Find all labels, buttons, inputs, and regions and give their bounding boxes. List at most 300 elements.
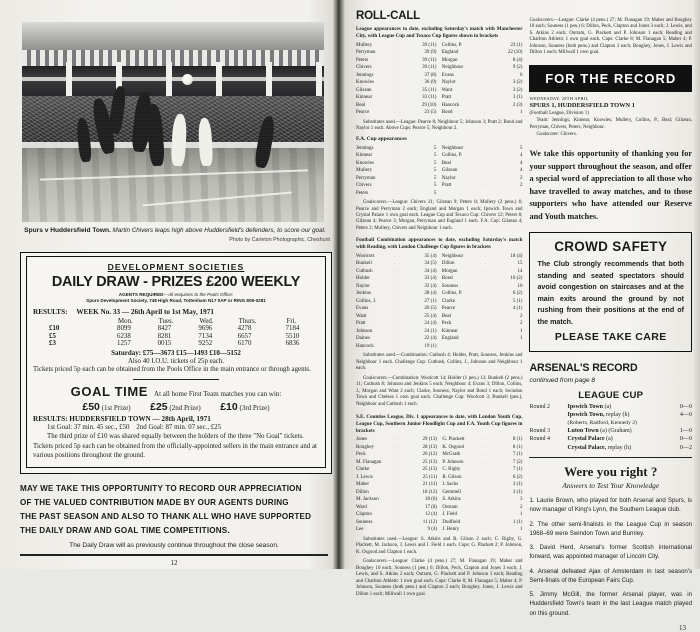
table-row: Gilzean . . 35 (11) Want . . 3 (2) [356, 86, 523, 93]
table-row: Mullery . . 39 (11) Collins, P. . . 23 (1) [356, 41, 523, 48]
fa-cup-heading: F.A. Cup appearances [356, 136, 407, 143]
answer-item: 3. David Herd, Arsenal's former Scottish international forward, was appointed manager of Lincoln City. [529, 544, 692, 561]
player-apps: 35 (11) [422, 87, 437, 93]
record-team: Team: Jennings; Kinnear, Knowles; Mullery, Collins, P., Beal; Gilzean, Perryman, Chivers, Peters, Neighbour. [529, 118, 692, 130]
player-apps: 25 (4) [424, 313, 437, 319]
player-apps: 1 (1) [512, 519, 523, 525]
goal-time-goal-2: 2nd Goal: 87 min. 07 sec., £25 [136, 423, 222, 431]
player-name: Collins, P. [441, 153, 463, 159]
se-counties-lead: S.E. Counties League, Div. 1 appearances to date, with London Youth Cup, League Cup, Southern Junior Floodlight Cup and F.A. Youth Cup figures in brackets [356, 414, 523, 434]
player-name: Jenkins [356, 291, 371, 297]
for-the-record-banner: FOR THE RECORD [529, 65, 692, 92]
goal-time-prize-amount: £25 [150, 400, 168, 413]
player-name: Naylor [356, 283, 370, 289]
player-name: Bond [441, 110, 453, 116]
player-name: Gilzean [356, 87, 372, 93]
player-apps: 5 [433, 183, 437, 189]
cup-opponent: Ipswich Town [567, 404, 604, 411]
player-apps: 18 (4) [510, 253, 523, 259]
goal-time-title: GOAL TIME [70, 383, 149, 399]
answer-item: 2. The other semi-finalists in the League Cup in season 1968–69 were Swindon Town and Burnley. [529, 520, 692, 537]
draw-col-tues: Tues. [158, 318, 174, 326]
combination-lead: Football Combination appearances to date, excluding Saturday's match with Reading, with London Challenge Cup figures in brackets [356, 237, 523, 251]
player-apps: 29 (10) [421, 102, 437, 108]
player-name: Bunkell [356, 261, 372, 267]
player-apps: 1 [519, 527, 523, 533]
player-name: England [441, 336, 459, 342]
photo-caption-text: Martin Chivers leaps high above Huddersfield's defenders, to score our goal. [112, 227, 326, 234]
player-apps: 28 (4) [424, 291, 437, 297]
player-apps: 5 [519, 145, 523, 151]
cup-venue: (a) [606, 436, 613, 443]
player-name: Naylor [441, 80, 456, 86]
draw-results-heading [33, 308, 319, 316]
answer-item: 1. Laurie Brown, who played for both Arsenal and Spurs, is now manager of King's Lynn, the Southern League club. [529, 497, 692, 514]
record-score: SPURS 1, HUDDERSFIELD TOWN 1 [529, 102, 635, 110]
player-name: Peters [356, 57, 369, 63]
player-name: Gilzean [441, 168, 458, 174]
player-apps: 39 (9) [424, 50, 437, 56]
player-apps: 7 (1) [512, 452, 523, 458]
agents-required-bold: AGENTS REQUIRED [118, 291, 164, 297]
player-name: Lee [356, 527, 364, 533]
player-apps: 26 (5) [424, 306, 437, 312]
table-row [529, 411, 692, 419]
draw-number: 0015 [157, 340, 172, 348]
player-name: Jennings [356, 145, 374, 151]
player-name: Pearce [356, 110, 370, 116]
table-row: Perryman . . . 5 Naylor . . . 2 [356, 174, 523, 181]
development-societies-inner [26, 256, 326, 468]
right-page [350, 0, 700, 632]
player-apps: 37 (8) [424, 72, 437, 78]
player-apps: 4 [519, 168, 523, 174]
page-edge-shadow [693, 0, 700, 569]
table-row: Daines . . 22 (4) England . . 1 [356, 335, 523, 342]
player-name: J. Lewis [356, 474, 373, 480]
divider [529, 457, 692, 458]
draw-number: 8281 [157, 332, 172, 340]
draw-number: 6657 [237, 332, 252, 340]
photo-credit: Photo by Carleton Photographic, Cheshunt [229, 236, 330, 243]
player-apps: 2 [519, 183, 523, 189]
player-apps: 3 (2) [512, 80, 523, 86]
combination-appearances-table [356, 253, 522, 351]
player-apps: 33 (4) [424, 276, 437, 282]
table-row [529, 435, 692, 443]
draw-number: 7184 [285, 325, 300, 333]
player-apps: 5 [433, 168, 437, 174]
player-name: Knowles [356, 80, 374, 86]
player-apps: 39 (11) [422, 42, 437, 48]
saturday-results: Saturday: £75—3673 £15—1493 £10—5152 [111, 349, 241, 358]
player-name: Morgan [441, 57, 458, 63]
player-name: Mullery [356, 42, 373, 48]
player-name: Perryman [356, 175, 376, 181]
table-row: Clarke . . 25 (13) C. Rigby . . 7 (1) [356, 466, 523, 473]
goal-time-header [33, 384, 319, 399]
table-row: Bunkell . . 34 (5) Dillon . . 15 [356, 260, 523, 267]
table-row: Knowles . . 36 (9) Naylor . . 3 (2) [356, 79, 523, 86]
player-name: Kinnear [356, 153, 373, 159]
player-name: Mullery [356, 168, 373, 174]
arsenal-record-continued: continued from page 8 [529, 376, 596, 384]
player-apps: 39 (11) [422, 65, 437, 71]
table-row: Souness . . 11 (12) Dudfield . . 1 (1) [356, 518, 523, 525]
table-row: Pratt . . 24 (4) Peck . . 2 [356, 320, 523, 327]
player-name: Beal [356, 102, 366, 108]
draw-prize: £10 [49, 325, 60, 333]
cup-venue: replay (h) [606, 412, 630, 419]
goal-time-prize-amount: £10 [220, 400, 238, 413]
table-row: Ward . . 17 (8) Outram . . 2 [356, 503, 523, 510]
player-apps: 3 (2) [512, 87, 523, 93]
player-name: Beal [441, 160, 451, 166]
player-name: Peck [356, 452, 366, 458]
player-apps: 35 (4) [424, 253, 437, 259]
player-name: Souness [356, 519, 373, 525]
player-name: Gemmell [442, 489, 461, 495]
player-apps: 36 (9) [424, 80, 437, 86]
player-name: Collins, P. [441, 42, 463, 48]
photo-caption-title: Spurs v Huddersfield Town. [24, 227, 111, 234]
table-row: Jones . . 29 (13) G. Plackett . . 8 (1) [356, 436, 523, 443]
player-apps: 26 (12) [422, 452, 438, 458]
table-row: Cutbush . . 34 (4) Morgan . . 14 [356, 267, 523, 274]
player-apps: 27 (1) [424, 298, 437, 304]
player-apps: 22 (4) [424, 336, 437, 342]
table-row: Hancock . . 19 (1) [356, 342, 437, 349]
player-name: J. Field [442, 512, 458, 518]
player-apps: 25 (11) [422, 474, 438, 480]
draw-number: 1257 [117, 340, 131, 348]
roll-call-lead: League appearances to date, excluding Saturday's match with Manchester City, with League Cup and Texaco Cup figures shown in brackets [356, 26, 523, 40]
player-name: Naylor [441, 175, 456, 181]
table-row: Maber . . 21 (11) I. Sachs . . 3 (1) [356, 481, 523, 488]
player-apps: 8 (1) [512, 437, 523, 443]
draw-dots: . . . [95, 333, 107, 339]
player-name: K. Osgood [442, 444, 464, 450]
goal-time-results-heading [33, 415, 319, 423]
player-name: Morgan [441, 268, 458, 274]
player-name: Daines [356, 336, 370, 342]
table-row [33, 340, 319, 348]
thanks-message: We take this opportunity of thanking you for your support throughout the season, and offer a special word of appreciation to all those who have travelled to away matches, and to those supporters who have attended our Reserve and Youth matches. [529, 149, 692, 221]
player-apps: 8 (1) [512, 444, 523, 450]
player-apps: 1 [519, 328, 523, 334]
player-apps: 25 (13) [422, 467, 438, 473]
player-apps: 4 [519, 153, 523, 159]
table-row: Peters . . 39 (11) Morgan . . 8 (4) [356, 56, 523, 63]
se-counties-goalscorers-continued: Goalscorers.—League: Clarke (4 pens.) 27; M. Flanagan 19; Maber and Boughey 10 each; Souness (1 pen.) 6; Dillon, Peck, Clapton and Jones 3 each; J. Lewis, and S. Atkins 2 each; Outram, G. Plackett and P. Johnson 1 each; Reading and Charlton Athletic 1 own goal each. Cups: Clarke 8; M. Flanagan 5; Maber 4; P. Johnson, Souness (both pens.) and Clapton 2 each; Boughey, Jones, J. Lewis and Dillon 1 each; Millwall 1 own goal. [529, 18, 692, 56]
player-apps: 34 (4) [424, 268, 437, 274]
draw-number: 9252 [198, 340, 213, 348]
table-row: Beal . . 29 (10) Hancock . . 2 (3) [356, 101, 523, 108]
player-apps: 19 (1) [424, 343, 437, 349]
player-apps: 23 (1) [510, 42, 523, 48]
player-name: R. Gilson [442, 474, 462, 480]
player-name: Jennings [356, 72, 374, 78]
player-apps: 1 [519, 110, 523, 116]
appeal-line: THE PAST SEASON AND ALSO TO THANK ALL WHO HAVE SUPPORTED [20, 511, 312, 521]
table-row: Perryman . . 39 (9) England . . 22 (10) [356, 49, 523, 56]
player-name: Jones [356, 437, 368, 443]
se-counties-substitutes-note: Substitutes used.—League: S. Atkins and R. Gilson 2 each; C. Rigby, G. Plackett, M. Jackson, J. Lewis and J. Field 1 each. Cups: G. Plackett 2; P. Johnson, K. Osgood and Clapton 1 each. [356, 536, 523, 555]
player-apps: 18 (6) [425, 497, 438, 503]
appeal-line: THE DAILY DRAW AND GOAL TIME COMPETITIONS. [20, 526, 230, 536]
table-row: Peck . . 26 (12) McGrath . . 7 (1) [356, 451, 523, 458]
player-name: J. Henry [442, 527, 460, 533]
player-apps: 5 [433, 190, 437, 196]
agents-address: Spurs Development Society, 748 High Road, Tottenham N17 0AP or [86, 298, 234, 304]
player-apps: 2 [519, 313, 523, 319]
player-apps: 39 (11) [422, 57, 437, 63]
table-row [529, 444, 692, 452]
player-apps: 3 (1) [512, 95, 523, 101]
were-you-right-title: Were you right ? [564, 464, 658, 480]
cup-score: 0—0 [679, 436, 692, 443]
player-name: Kinnear [441, 328, 458, 334]
table-row [33, 325, 319, 333]
player-apps: 5 [433, 175, 437, 181]
table-row: Dillon . . 18 (12) Gemmell . . 3 (1) [356, 488, 523, 495]
table-row: Peters . . . 5 [356, 189, 437, 196]
cup-score: 0—2 [679, 444, 692, 451]
player-apps: 34 (5) [424, 261, 437, 267]
match-photo [22, 22, 324, 222]
cup-opponent: Ipswich Town, [567, 412, 605, 419]
draw-number: 9696 [198, 325, 213, 333]
player-name: Knowles [356, 160, 374, 166]
player-apps: 8 (4) [512, 57, 523, 63]
player-name: Pratt [356, 321, 366, 327]
table-row: Boughey . . 28 (13) K. Osgood . . 8 (1) [356, 443, 523, 450]
table-row: Want . . 25 (4) Beal . . 2 [356, 312, 523, 319]
record-competition: (Football League, Division 1) [529, 110, 589, 116]
table-row: Collins, J. . . 27 (1) Clarke . . 5 (1) [356, 297, 523, 304]
column-record [529, 6, 692, 618]
cup-round [529, 444, 567, 452]
daily-draw-results-table [33, 317, 319, 348]
player-name: Dudfield [442, 519, 461, 525]
draw-number: 5510 [285, 332, 300, 340]
tickets-note: Tickets priced 5p each can be obtained from the Pools Office in the main entrance or through agents. [33, 366, 311, 374]
player-name: Chivers [356, 183, 372, 189]
player-name: I. Sachs [442, 482, 459, 488]
crowd-safety-body: The Club strongly recommends that both standing and seated spectators should avoid congestion on staircases and at the main exits around the ground by not rushing from their positions at the end of the match. [537, 260, 684, 326]
player-name: Bond [441, 276, 453, 282]
roll-call-heading: ROLL-CALL [356, 10, 420, 22]
crowd-safety-footer: PLEASE TAKE CARE [554, 330, 667, 343]
player-name: M. Flanagan [356, 459, 382, 465]
player-apps: 21 (11) [422, 482, 438, 488]
fa-cup-appearances-table [356, 145, 522, 198]
player-name: Hancock [356, 343, 374, 349]
photo-grain [22, 22, 324, 222]
player-apps: 2 [519, 321, 523, 327]
close-season-note: The Daily Draw will as previously continue throughout the close season. [69, 542, 279, 550]
table-row: Johnson . . 24 (1) Kinnear . . 1 [356, 327, 523, 334]
player-name: Perryman [356, 50, 376, 56]
player-apps: 2 [519, 175, 523, 181]
table-row: J. Lewis . . 25 (11) R. Gilson . . 6 (2) [356, 473, 523, 480]
crowd-safety-title: CROWD SAFETY [554, 239, 668, 255]
page-number-right: 13 [679, 623, 686, 632]
player-name: Boughey [356, 444, 375, 450]
draw-number: 7134 [198, 332, 213, 340]
goal-time-prize-amount: £50 [82, 400, 100, 413]
draw-number: 8099 [117, 325, 131, 333]
player-name: Peters [356, 190, 369, 196]
player-name: Collins, P. [441, 291, 463, 297]
goal-time-prize-label: (2nd Prize) [169, 403, 201, 412]
table-row: Lee . . 9 (4) J. Henry . . 1 [356, 526, 523, 533]
development-societies-box [20, 252, 332, 474]
draw-prize: £3 [49, 340, 56, 348]
goal-time-prizes [33, 401, 319, 413]
goal-time-goal-1: 1st Goal: 37 min. 45 sec., £50 [47, 423, 130, 431]
player-name: Clapton [356, 512, 372, 518]
player-apps: 15 [517, 261, 523, 267]
goal-time-text: At all home First Team matches you can win: [154, 389, 282, 398]
column-roll-call [356, 6, 522, 618]
player-name: M. Jackson [356, 497, 379, 503]
answer-item: 4. Arsenal defeated Ajax of Amsterdam in last season's Semi-finals of the European Fairs Cup. [529, 567, 692, 584]
player-name: McGrath [442, 452, 461, 458]
player-apps: 10 (2) [510, 276, 523, 282]
player-apps: 4 [519, 160, 523, 166]
arsenal-record-title: ARSENAL'S RECORD [529, 361, 638, 374]
player-apps: 25 (13) [422, 459, 438, 465]
player-name: Neighbour [441, 65, 464, 71]
player-apps: 3 (1) [512, 489, 523, 495]
draw-col-thurs: Thurs. [238, 318, 257, 326]
player-apps: 1 [519, 512, 523, 518]
development-societies-title: DEVELOPMENT SOCIETIES [107, 261, 245, 272]
were-you-right-subtitle: Answers to Test Your Knowledge [562, 481, 660, 491]
cup-venue: (a) (Graham) [600, 428, 632, 435]
player-name: Clarke [356, 467, 370, 473]
draw-results-label: RESULTS: [33, 308, 68, 317]
draw-number: 8427 [157, 325, 172, 333]
league-cup-title: LEAGUE CUP [578, 389, 644, 401]
cup-score: 4—0 [679, 412, 692, 419]
table-row [529, 420, 692, 428]
player-name: Maber [356, 482, 370, 488]
goal-time-prize-label: (1st Prize) [101, 403, 131, 412]
left-page [0, 0, 340, 569]
player-name: Johnson [356, 328, 373, 334]
cup-round [529, 411, 567, 419]
se-counties-goalscorers-note: Goalscorers.—League: Clarke (4 pens.) 27; M. Flanagan 19; Maber and Boughey 10 each; Souness (1 pen.) 6; Dillon, Peck, Clapton and Jones 3 each; J. Lewis, and S. Atkins 2 each; Outram, G. Plackett and P. Johnson 1 each; Reading and Charlton Athletic 1 own goal each. Cups: Clarke 8; M. Flanagan 5; Maber 4; P. Johnson, Souness (both pens.) and Clapton 2 each; Boughey, Jones, J. Lewis and Dillon 1 each; Millwall 1 own goal. [356, 559, 523, 597]
se-counties-appearances-table [356, 436, 522, 534]
table-row: Naylor . . 32 (4) Souness . . 10 [356, 282, 523, 289]
goal-time-prize-label: (3rd Prize) [239, 403, 270, 412]
record-goalscorer: Goalscorer: Chivers. [536, 132, 577, 138]
player-apps: 7 (1) [512, 467, 523, 473]
draw-number: 6238 [117, 332, 131, 340]
player-apps: 17 (8) [425, 504, 438, 510]
cup-venue: (a) [604, 404, 612, 411]
table-row: Mullery . . . 5 Gilzean . . . 4 [356, 167, 523, 174]
draw-number: 6170 [237, 340, 252, 348]
table-row: Pearce . . 23 (5) Bond . . 1 [356, 109, 523, 116]
player-apps: 4 (1) [512, 306, 523, 312]
goal-time-results-label: RESULTS: [33, 414, 68, 423]
table-row: M. Flanagan . . 25 (13) P. Johnson . . 7 (2) [356, 458, 523, 465]
goal-time-tickets-note: Tickets priced 5p each can be obtained from the officially-appointed sellers in the main entrance and at various positions throughout the ground. [33, 443, 317, 460]
player-name: Kinnear [356, 95, 373, 101]
player-apps: 5 (1) [512, 298, 523, 304]
player-name: Ward [356, 504, 367, 510]
table-row: Kinnear . . . 5 Collins, P. . . . 4 [356, 152, 523, 159]
player-apps: 24 (4) [424, 321, 437, 327]
player-name: Clarke [441, 298, 456, 304]
player-apps: 18 (12) [422, 489, 438, 495]
agents-address-line [33, 298, 319, 305]
table-row: Kinnear . . 33 (11) Pratt . . 3 (1) [356, 94, 523, 101]
daily-draw-headline: DAILY DRAW - PRIZES £200 WEEKLY [51, 273, 301, 290]
bottom-rule [20, 554, 328, 556]
player-apps: 7 (2) [512, 459, 523, 465]
player-apps: 14 [517, 268, 523, 274]
draw-dots: . . . [95, 326, 107, 332]
table-row [529, 403, 692, 411]
agents-appreciation-text [20, 482, 328, 539]
player-apps: 11 (12) [422, 519, 438, 525]
player-name: Pratt [441, 95, 452, 101]
player-apps: 1 [519, 336, 523, 342]
combination-substitutes-note: Substitutes used.—Combination: Cutbush 4; Holder, Pratt, Souness, Jenkins and Neighbour 1 each. Challenge Cup: Cutbush, Collins, J., Johnson and Neighbour 1 each. [356, 353, 523, 372]
table-row: Jennings . . . 5 Neighbour . . . 5 [356, 144, 523, 151]
table-row: Evans . . 26 (5) Pearce . . 4 (1) [356, 305, 523, 312]
player-apps: 2 [519, 504, 523, 510]
player-apps: 6 (2) [512, 291, 523, 297]
cup-opponent: Luton Town [567, 428, 599, 435]
player-name: C. Rigby [442, 467, 461, 473]
player-name: Beal [441, 313, 451, 319]
player-apps: 5 [433, 160, 437, 166]
player-name: Cutbush [356, 268, 373, 274]
player-name: Collins, J. [356, 298, 377, 304]
table-row [33, 333, 319, 341]
player-name: P. Johnson [442, 459, 464, 465]
combination-goalscorers-note: Goalscorers.—Combination: Woolcott 14; Holder (1 pen.) 13; Bunkell (2 pens.) 11; Cutbush 8; Johnson and Jenkins 5 each; Neighbour 4; Evans 3; Dillon, Collins, J., Morgan and Want 2 each; Clarke, Souness, Naylor and Bond 1 each; Swindon Town and Chelsea 1 own goal each. Challenge Cup: Woolcott 3; Bunkell (pen.), Neighbour and Cutbush 1 each. [356, 375, 523, 407]
player-name: England [441, 50, 459, 56]
cup-score: 0—0 [679, 404, 692, 411]
player-name: Outram [442, 504, 458, 510]
player-apps: 28 (13) [422, 444, 438, 450]
record-date: WEDNESDAY, 28TH APRIL [529, 95, 589, 101]
player-name: Evans [441, 72, 454, 78]
answer-item: 5. Jimmy McGill, the former Arsenal player, was in Huddersfield Town's team in the last League match played on this ground. [529, 591, 692, 617]
player-apps: 2 (3) [512, 102, 523, 108]
player-apps: 9 (4) [427, 527, 438, 533]
right-page-columns [356, 6, 692, 618]
player-apps: 5 [433, 153, 437, 159]
photo-caption [20, 226, 330, 236]
page-number-left: 12 [170, 558, 178, 567]
cup-opponent: Crystal Palace [567, 436, 605, 443]
player-name: Pearce [441, 306, 456, 312]
player-apps: 5 [433, 145, 437, 151]
league-appearances-table [356, 42, 522, 117]
player-apps: 33 (11) [422, 95, 437, 101]
player-apps: 32 (4) [424, 283, 437, 289]
player-name: Dillon [356, 489, 369, 495]
cup-score: 1—0 [679, 428, 692, 435]
agents-phone: RING 808-0281 [233, 298, 266, 304]
